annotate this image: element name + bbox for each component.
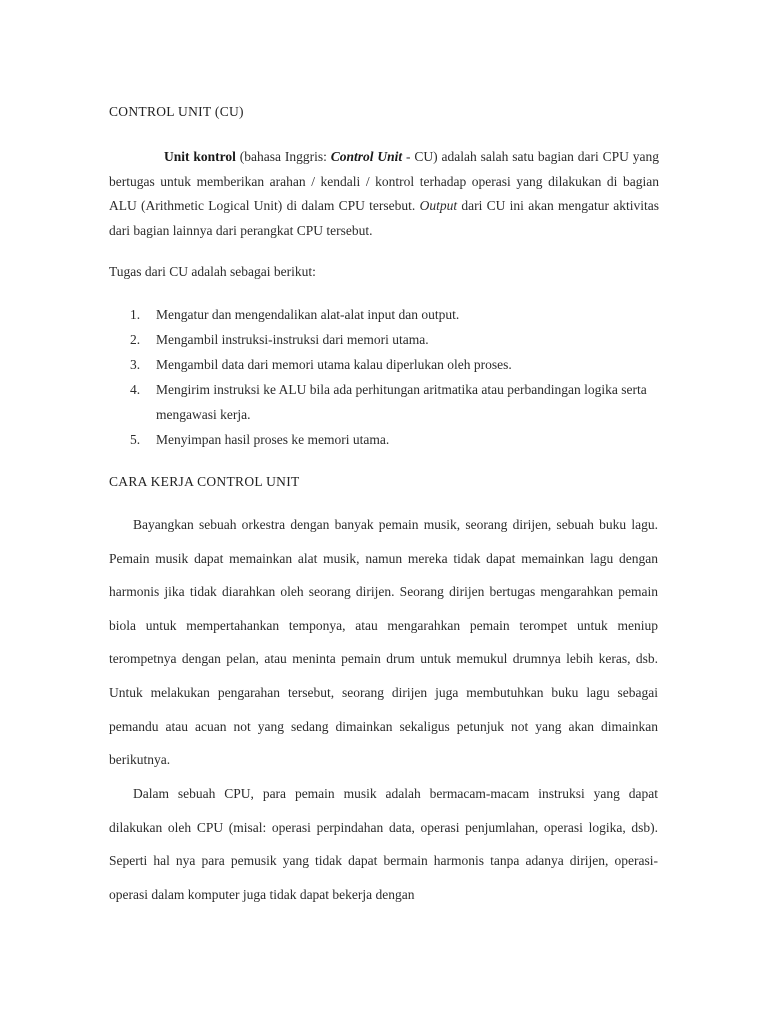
list-number: 3. <box>130 357 141 372</box>
list-number: 1. <box>130 307 141 322</box>
list-item <box>130 302 660 327</box>
paragraph-cpu: Dalam sebuah CPU, para pemain musik adalah bermacam-macam instruksi yang dapat dilakukan oleh CPU (misal: operasi perpindahan data, operasi penjumlahan, operasi logika, dsb). Seperti hal nya para pemusik yang tidak dapat bermain harmonis tanpa adanya dirijen, operasi-operasi dalam komputer juga tidak dapat bekerja dengan <box>109 786 658 902</box>
definition-text-1: (bahasa Inggris: <box>235 149 331 164</box>
list-text: Mengambil data dari memori utama kalau diperlukan oleh proses. <box>156 357 512 372</box>
term-control-unit: Control Unit <box>330 149 403 164</box>
list-item <box>130 352 660 377</box>
list-text: Mengatur dan mengendalikan alat-alat input dan output. <box>156 307 460 322</box>
list-item <box>130 377 660 427</box>
list-number: 4. <box>130 382 141 397</box>
heading-control-unit: CONTROL UNIT (CU) <box>109 104 244 119</box>
list-item <box>130 327 660 352</box>
definition-text-3: dari CU ini akan mengatur aktivitas dari bagian lainnya dari perangkat CPU tersebut. <box>109 198 659 239</box>
tasks-intro: Tugas dari CU adalah sebagai berikut: <box>109 264 316 279</box>
list-text: Mengambil instruksi-instruksi dari memori utama. <box>156 332 429 347</box>
definition-text-2: - CU) adalah salah satu bagian dari CPU yang bertugas untuk memberikan arahan / kendali / kontrol terhadap operasi yang dilakukan di bagian ALU (Arithmetic Logical Unit) di dalam CPU tersebut. <box>109 149 659 214</box>
paragraph-orchestra: Bayangkan sebuah orkestra dengan banyak pemain musik, seorang dirijen, sebuah buku lagu. Pemain musik dapat memainkan alat musik, namun mereka tidak dapat memainkan lagu dengan harmonis jika tidak diarahkan oleh seorang dirijen. Seorang dirijen bertugas mengarahkan pemain biola untuk mempertahankan temponya, atau mengarahkan pemain terompet untuk meniup terompetnya dengan pelan, atau meninta pemain drum untuk memukul drumnya lebih keras, dsb. Untuk melakukan pengarahan tersebut, seorang dirijen juga membutuhkan buku lagu sebagai pemandu atau acuan not yang sedang dimainkan sekaligus petunjuk not yang akan dimainkan berikutnya. <box>109 517 658 768</box>
list-text: Mengirim instruksi ke ALU bila ada perhitungan aritmatika atau perbandingan logika serta mengawasi kerja. <box>156 382 647 422</box>
list-number: 5. <box>130 432 141 447</box>
paragraph-definition <box>109 145 659 244</box>
list-number: 2. <box>130 332 141 347</box>
list-text: Menyimpan hasil proses ke memori utama. <box>156 432 390 447</box>
heading-cara-kerja: CARA KERJA CONTROL UNIT <box>109 474 300 489</box>
tasks-list <box>130 302 660 452</box>
list-item <box>130 427 660 452</box>
term-unit-kontrol: Unit kontrol <box>164 149 236 164</box>
term-output: Output <box>419 198 458 214</box>
